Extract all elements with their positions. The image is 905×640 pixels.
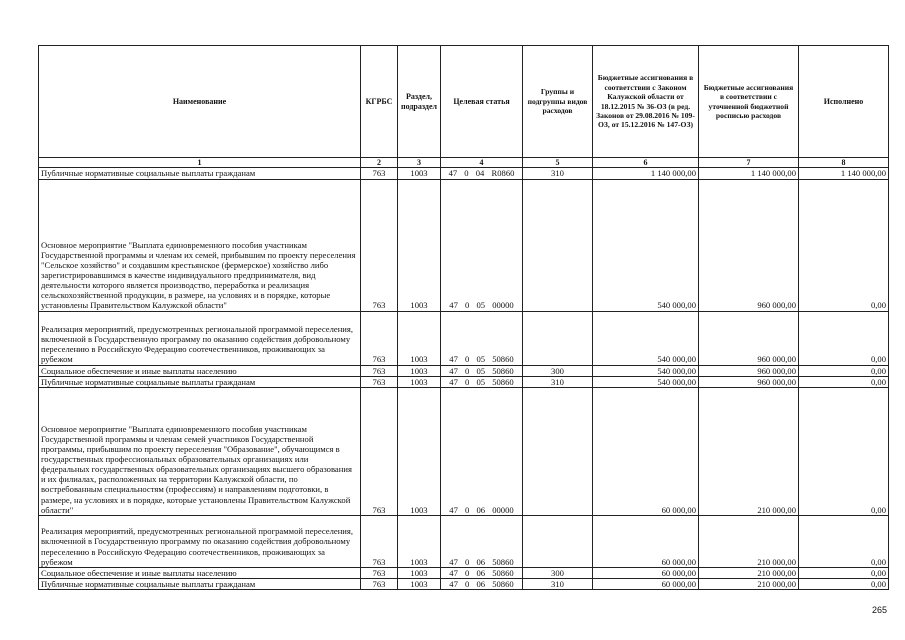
cell-executed: 0,00 [799, 376, 889, 387]
header-target: Целевая статья [441, 46, 523, 158]
cell-target: 47 0 04 R0860 [441, 168, 523, 179]
cell-target: 47 0 05 50860 [441, 376, 523, 387]
cell-kgrbs: 763 [361, 179, 398, 311]
column-number: 1 [39, 158, 361, 168]
table-row [39, 515, 889, 567]
cell-executed: 0,00 [799, 579, 889, 590]
cell-group: 300 [523, 365, 593, 376]
column-number: 7 [699, 158, 799, 168]
cell-refined: 210 000,00 [699, 515, 799, 567]
cell-group [523, 387, 593, 515]
column-number: 4 [441, 158, 523, 168]
table-row [39, 376, 889, 387]
table-row [39, 579, 889, 590]
cell-kgrbs: 763 [361, 579, 398, 590]
column-number: 6 [593, 158, 699, 168]
cell-section: 1003 [398, 179, 441, 311]
column-number: 8 [799, 158, 889, 168]
cell-group: 300 [523, 567, 593, 578]
cell-name: Социальное обеспечение и иные выплаты населению [39, 365, 361, 376]
header-law-allocations: Бюджетные ассигнования в соответствии с Законом Калужской области от 18.12.2015 № 36-ОЗ (в ред. Законов от 29.08.2016 № 109-ОЗ, от 15.12.2016 № 147-ОЗ) [593, 46, 699, 158]
column-number: 2 [361, 158, 398, 168]
header-kgrbs: КГРБС [361, 46, 398, 158]
column-number-row [39, 158, 889, 168]
cell-section: 1003 [398, 311, 441, 365]
header-group: Группы и подгруппы видов расходов [523, 46, 593, 158]
cell-target: 47 0 06 50860 [441, 515, 523, 567]
cell-law: 540 000,00 [593, 376, 699, 387]
cell-refined: 960 000,00 [699, 311, 799, 365]
cell-kgrbs: 763 [361, 515, 398, 567]
cell-section: 1003 [398, 365, 441, 376]
table-row [39, 567, 889, 578]
cell-group: 310 [523, 168, 593, 179]
table-row [39, 365, 889, 376]
cell-section: 1003 [398, 387, 441, 515]
column-number: 5 [523, 158, 593, 168]
header-row [39, 46, 889, 158]
cell-name: Публичные нормативные социальные выплаты гражданам [39, 168, 361, 179]
cell-executed: 0,00 [799, 179, 889, 311]
cell-refined: 960 000,00 [699, 365, 799, 376]
table-row [39, 179, 889, 311]
cell-group [523, 311, 593, 365]
cell-law: 60 000,00 [593, 567, 699, 578]
cell-executed: 0,00 [799, 567, 889, 578]
cell-section: 1003 [398, 567, 441, 578]
cell-kgrbs: 763 [361, 387, 398, 515]
cell-section: 1003 [398, 515, 441, 567]
cell-name: Публичные нормативные социальные выплаты гражданам [39, 376, 361, 387]
header-name: Наименование [39, 46, 361, 158]
cell-kgrbs: 763 [361, 311, 398, 365]
cell-refined: 960 000,00 [699, 376, 799, 387]
cell-target: 47 0 05 00000 [441, 179, 523, 311]
cell-law: 60 000,00 [593, 579, 699, 590]
page-number: 265 [871, 605, 887, 615]
cell-name: Социальное обеспечение и иные выплаты населению [39, 567, 361, 578]
cell-refined: 960 000,00 [699, 179, 799, 311]
cell-group [523, 515, 593, 567]
header-executed: Исполнено [799, 46, 889, 158]
cell-kgrbs: 763 [361, 567, 398, 578]
cell-name: Реализация мероприятий, предусмотренных региональной программой переселения, включенной в Государственную программу по оказанию содействия добровольному переселению в Российскую Федерацию соотечественников, проживающих за рубежом [39, 311, 361, 365]
cell-name: Основное мероприятие "Выплата единовременного пособия участникам Государственной программы и членам семей участников Государственной программы, прибывшим по проекту переселения "Образование", обучающимся в государственных профессиональных образовательных организациях или федеральных государственных образовательных организациях высшего образования и их филиалах, расположенных на территории Калужской области, по востребованным специальностям (профессиям) и направлениям подготовки, в размере, на условиях и в порядке, которые установлены Правительством Калужской области" [39, 387, 361, 515]
table-row [39, 311, 889, 365]
cell-target: 47 0 06 50860 [441, 579, 523, 590]
column-number: 3 [398, 158, 441, 168]
cell-law: 540 000,00 [593, 311, 699, 365]
cell-refined: 210 000,00 [699, 567, 799, 578]
cell-executed: 0,00 [799, 365, 889, 376]
cell-group [523, 179, 593, 311]
cell-section: 1003 [398, 376, 441, 387]
cell-refined: 1 140 000,00 [699, 168, 799, 179]
cell-name: Реализация мероприятий, предусмотренных региональной программой переселения, включенной в Государственную программу по оказанию содействия добровольному переселению в Российскую Федерацию соотечественников, проживающих за рубежом [39, 515, 361, 567]
cell-executed: 1 140 000,00 [799, 168, 889, 179]
cell-refined: 210 000,00 [699, 579, 799, 590]
cell-law: 540 000,00 [593, 365, 699, 376]
cell-target: 47 0 05 50860 [441, 311, 523, 365]
header-section: Раздел, подраздел [398, 46, 441, 158]
cell-target: 47 0 06 00000 [441, 387, 523, 515]
cell-target: 47 0 05 50860 [441, 365, 523, 376]
table-row [39, 168, 889, 179]
cell-executed: 0,00 [799, 515, 889, 567]
cell-group: 310 [523, 376, 593, 387]
cell-law: 540 000,00 [593, 179, 699, 311]
cell-target: 47 0 06 50860 [441, 567, 523, 578]
header-refined-allocations: Бюджетные ассигнования в соответствии с уточненной бюджетной росписью расходов [699, 46, 799, 158]
budget-table [38, 45, 889, 590]
cell-executed: 0,00 [799, 387, 889, 515]
cell-law: 1 140 000,00 [593, 168, 699, 179]
cell-executed: 0,00 [799, 311, 889, 365]
cell-law: 60 000,00 [593, 387, 699, 515]
cell-refined: 210 000,00 [699, 387, 799, 515]
cell-name: Основное мероприятие "Выплата единовременного пособия участникам Государственной программы и членам их семей, прибывшим по проекту переселения "Сельское хозяйство" и создавшим крестьянское (фермерское) хозяйство либо зарегистрировавшимся в качестве индивидуального предпринимателя, вид деятельности которого является производство, переработка и реализация сельскохозяйственной продукции, в размере, на условиях и в порядке, которые установлены Правительством Калужской области" [39, 179, 361, 311]
cell-law: 60 000,00 [593, 515, 699, 567]
cell-section: 1003 [398, 579, 441, 590]
cell-kgrbs: 763 [361, 376, 398, 387]
cell-group: 310 [523, 579, 593, 590]
cell-section: 1003 [398, 168, 441, 179]
cell-name: Публичные нормативные социальные выплаты гражданам [39, 579, 361, 590]
cell-kgrbs: 763 [361, 365, 398, 376]
table-row [39, 387, 889, 515]
cell-kgrbs: 763 [361, 168, 398, 179]
